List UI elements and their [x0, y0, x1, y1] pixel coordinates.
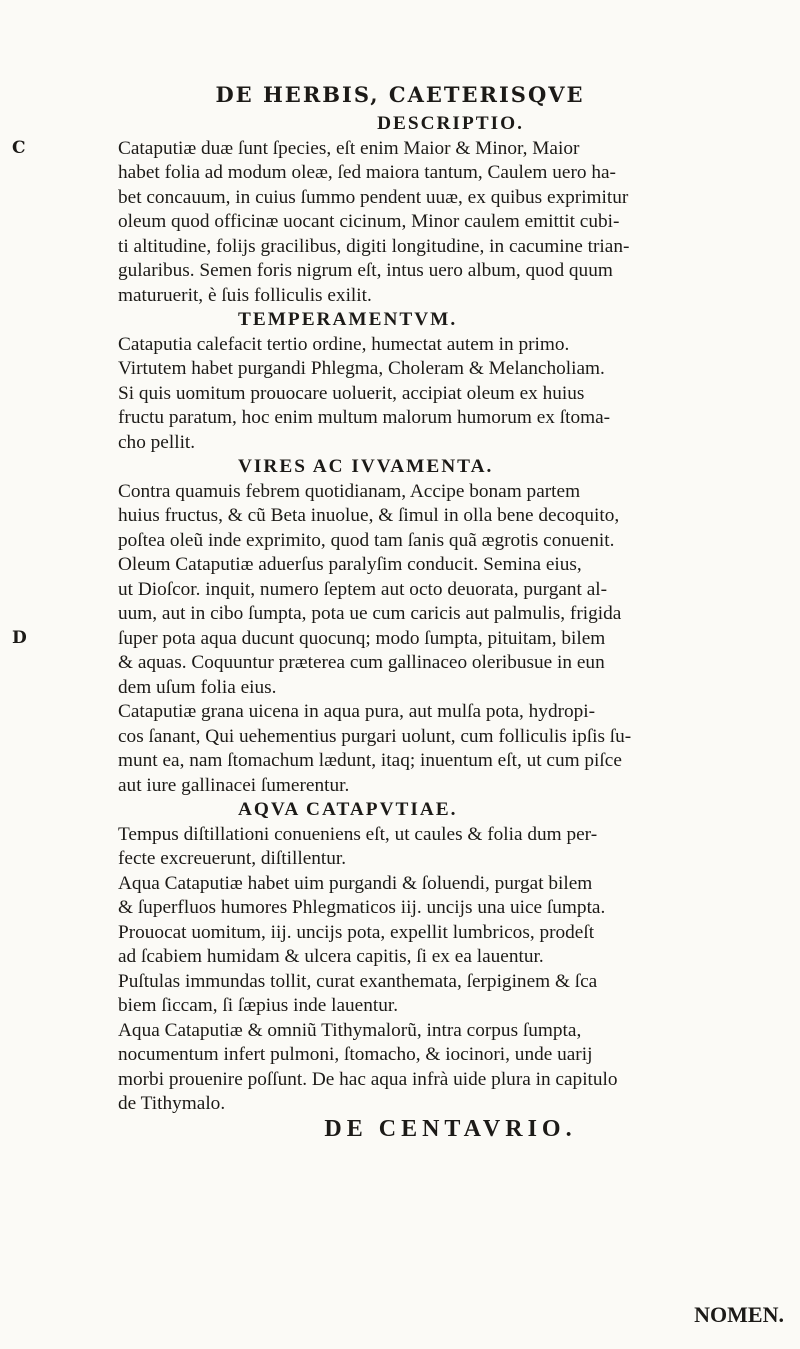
text-line: ſuper pota aqua ducunt quocunq; modo ſumpta, pituitam, bilem	[118, 627, 606, 649]
text-line: ad ſcabiem humidam & ulcera capitis, ſi ex ea lauentur.	[118, 946, 544, 967]
text-line: ti altitudine, folijs gracilibus, digiti longitudine, in cacumine trian-	[118, 235, 630, 257]
text-line: & aquas. Coquuntur præterea cum gallinaceo oleribusue in eun	[118, 652, 605, 673]
text-line: nocumentum infert pulmoni, ſtomacho, & iocinori, unde uarij	[118, 1044, 593, 1065]
text-line: dem uſum folia eius.	[118, 676, 277, 698]
text-line: bet concauum, in cuius ſummo pendent uuæ, ex quibus exprimitur	[118, 186, 629, 208]
text-line: Contra quamuis febrem quotidianam, Accipe bonam partem	[118, 480, 581, 502]
chapter-heading: DE CENTAVRIO.	[324, 1116, 577, 1141]
text-line: de Tithymalo.	[118, 1093, 226, 1114]
text-line: habet folia ad modum oleæ, ſed maiora tantum, Caulem uero ha-	[118, 162, 616, 183]
text-line: Si quis uomitum prouocare uoluerit, accipiat oleum ex huius	[118, 382, 585, 404]
text-line: & ſuperfluos humores Phlegmaticos iij. uncijs una uice ſumpta.	[118, 897, 606, 918]
text-line: cho pellit.	[118, 431, 196, 453]
text-line: uum, aut in cibo ſumpta, pota ue cum caricis aut palmulis, frigida	[118, 603, 622, 624]
section-heading: AQVA CATAPVTIAE.	[238, 799, 458, 820]
section-heading: TEMPERAMENTVM.	[238, 309, 458, 330]
running-header: DE HERBIS, CAETERISQVE	[215, 82, 585, 107]
text-line: maturuerit, è ſuis folliculis exilit.	[118, 284, 372, 306]
text-line: Oleum Cataputiæ aduerſus paralyſim conducit. Semina eius,	[118, 554, 582, 575]
text-line: munt ea, nam ſtomachum lædunt, itaq; inuentum eſt, ut cum piſce	[118, 750, 622, 771]
text-line: fructu paratum, hoc enim multum malorum humorum ex ſtoma-	[118, 407, 611, 428]
catchword: NOMEN.	[694, 1302, 784, 1327]
section-heading: DESCRIPTIO.	[377, 113, 524, 134]
text-line: huius fructus, & cũ Beta inuolue, & ſimul in olla bene decoquito,	[118, 505, 620, 526]
text-line: Aqua Cataputiæ habet uim purgandi & ſoluendi, purgat bilem	[118, 872, 593, 894]
text-line: Aqua Cataputiæ & omniũ Tithymalorũ, intra corpus ſumpta,	[118, 1019, 582, 1041]
text-line: aut iure gallinacei ſumerentur.	[118, 774, 350, 796]
text-line: fecte excreuerunt, diſtillentur.	[118, 848, 347, 869]
text-line: ut Dioſcor. inquit, numero ſeptem aut octo deuorata, purgant al-	[118, 578, 608, 600]
text-line: gularibus. Semen foris nigrum eſt, intus uero album, quod quum	[118, 260, 613, 281]
text-line: Tempus diſtillationi conueniens eſt, ut caules & folia dum per-	[118, 823, 598, 845]
text-line: Prouocat uomitum, iij. uncijs pota, expellit lumbricos, prodeſt	[118, 921, 595, 943]
text-line: Cataputia calefacit tertio ordine, humectat autem in primo.	[118, 333, 570, 355]
text-line: Cataputiæ grana uicena in aqua pura, aut mulſa pota, hydropi-	[118, 701, 596, 722]
text-line: Cataputiæ duæ ſunt ſpecies, eſt enim Maior & Minor, Maior	[118, 137, 580, 159]
text-line: biem ſiccam, ſi ſæpius inde lauentur.	[118, 995, 399, 1016]
text-line: cos ſanant, Qui uehementius purgari uolunt, cum folliculis ipſis ſu-	[118, 725, 632, 747]
section-heading: VIRES AC IVVAMENTA.	[238, 456, 494, 477]
margin-letter-d: D	[12, 628, 27, 648]
margin-letter-c: C	[12, 138, 26, 158]
text-line: Virtutem habet purgandi Phlegma, Choleram & Melancholiam.	[118, 358, 605, 379]
text-line: poſtea oleũ inde exprimito, quod tam ſanis quã ægrotis conuenit.	[118, 529, 615, 551]
text-line: morbi prouenire poſſunt. De hac aqua infrà uide plura in capitulo	[118, 1068, 618, 1090]
body-text	[118, 112, 783, 1141]
text-line: Puſtulas immundas tollit, curat exanthemata, ſerpiginem & ſca	[118, 970, 598, 992]
text-line: oleum quod officinæ uocant cicinum, Minor caulem emittit cubi-	[118, 211, 620, 232]
